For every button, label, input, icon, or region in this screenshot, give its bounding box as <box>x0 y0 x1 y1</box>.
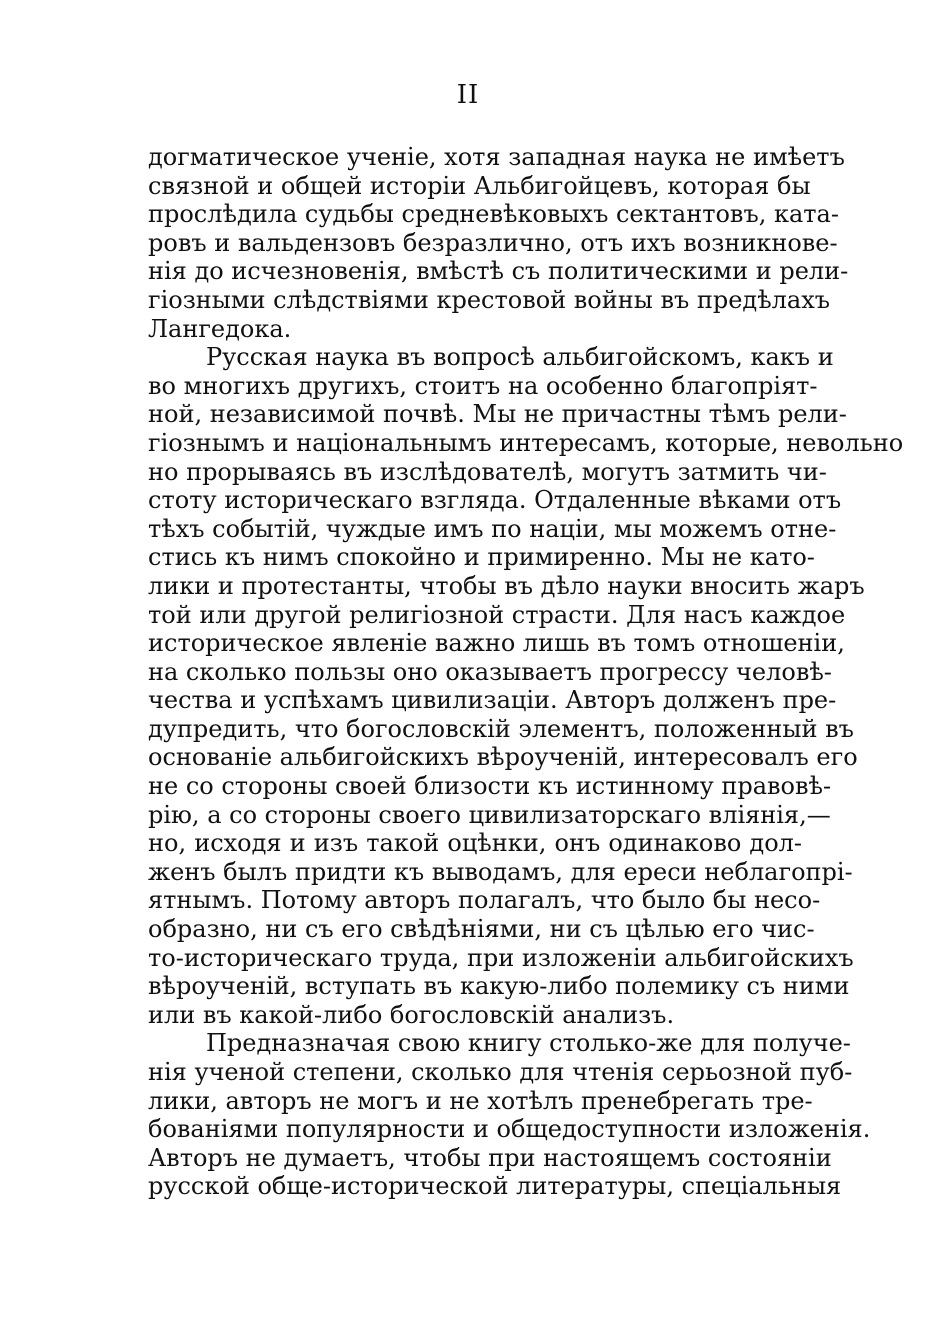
text-line: связной и общей исторіи Альбигойцевъ, которая бы <box>148 171 811 200</box>
text-line: женъ былъ придти къ выводамъ, для ереси неблагопрі- <box>148 857 853 886</box>
text-line: ной, независимой почвѣ. Мы не причастны тѣмъ рели- <box>148 400 847 429</box>
text-line: той или другой религіозной страсти. Для насъ каждое <box>148 600 846 629</box>
text-line: не со стороны своей близости къ истинному правовѣ- <box>148 772 832 801</box>
text-line: русской обще-исторической литературы, спеціальныя <box>148 1172 842 1201</box>
text-line: тѣхъ событій, чуждые имъ по націи, мы можемъ отне- <box>148 514 837 543</box>
text-line: Предназначая свою книгу столько-же для получе- <box>206 1029 851 1058</box>
text-line: чества и успѣхамъ цивилизаціи. Авторъ долженъ пре- <box>148 686 837 715</box>
text-line: лики, авторъ не могъ и не хотѣлъ пренебрегать тре- <box>148 1086 813 1115</box>
text-line: дупредить, что богословскій элементъ, положенный въ <box>148 714 854 743</box>
text-line: основаніе альбигойскихъ вѣроученій, интересовалъ его <box>148 743 858 772</box>
text-line: ятнымъ. Потому авторъ полагалъ, что было бы несо- <box>148 886 821 915</box>
text-line: вѣроученій, вступать въ какую-либо полемику съ ними <box>148 972 850 1001</box>
text-line: ровъ и вальдензовъ безразлично, отъ ихъ возникнове- <box>148 228 838 257</box>
text-line: нія ученой степени, сколько для чтенія серьозной пуб- <box>148 1058 853 1086</box>
paragraph-3 <box>148 1029 871 1201</box>
text-line: Русская наука въ вопросѣ альбигойскомъ, какъ и <box>206 343 834 372</box>
text-line: историческое явленіе важно лишь въ томъ отношеніи, <box>148 629 845 658</box>
text-line: но прорываясь въ изслѣдователѣ, могутъ затмить чи- <box>148 457 827 486</box>
text-line: бованіями популярности и общедоступности изложенія. <box>148 1115 871 1144</box>
text-line: рію, а со стороны своего цивилизаторскаго вліянія,— <box>148 800 831 829</box>
text-line: но, исходя и изъ такой оцѣнки, онъ одинаково дол- <box>148 829 802 858</box>
paragraph-2 <box>148 343 904 1029</box>
text-line: прослѣдила судьбы средневѣковыхъ сектантовъ, ката- <box>148 200 839 229</box>
text-line: на сколько пользы оно оказываетъ прогрессу человѣ- <box>148 657 832 686</box>
text-line: нія до исчезновенія, вмѣстѣ съ политическими и рели- <box>148 257 849 286</box>
text-line: то-историческаго труда, при изложеніи альбигойскихъ <box>148 943 854 972</box>
text-line: во многихъ другихъ, стоитъ на особенно благопріят- <box>148 371 818 400</box>
text-line: образно, ни съ его свѣдѣніями, ни съ цѣлью его чис- <box>148 915 815 944</box>
text-line: догматическое ученіе, хотя западная наука не имѣетъ <box>148 143 845 171</box>
text-line: Авторъ не думаетъ, чтобы при настоящемъ состояніи <box>148 1143 832 1172</box>
text-line: гіознымъ и національнымъ интересамъ, которые, невольно <box>148 428 904 457</box>
text-line: гіозными слѣдствіями крестовой войны въ предѣлахъ <box>148 285 831 314</box>
text-line: стись къ нимъ спокойно и примиренно. Мы не като- <box>148 543 815 572</box>
text-line: лики и протестанты, чтобы въ дѣло науки вносить жаръ <box>148 571 865 600</box>
page-number: II <box>456 80 480 110</box>
paragraph-1 <box>148 143 849 343</box>
body-text <box>148 143 904 1201</box>
text-line: или въ какой-либо богословскій анализъ. <box>148 1000 675 1029</box>
text-line: Лангедока. <box>148 314 292 343</box>
text-line: стоту историческаго взгляда. Отдаленные вѣками отъ <box>148 486 842 515</box>
